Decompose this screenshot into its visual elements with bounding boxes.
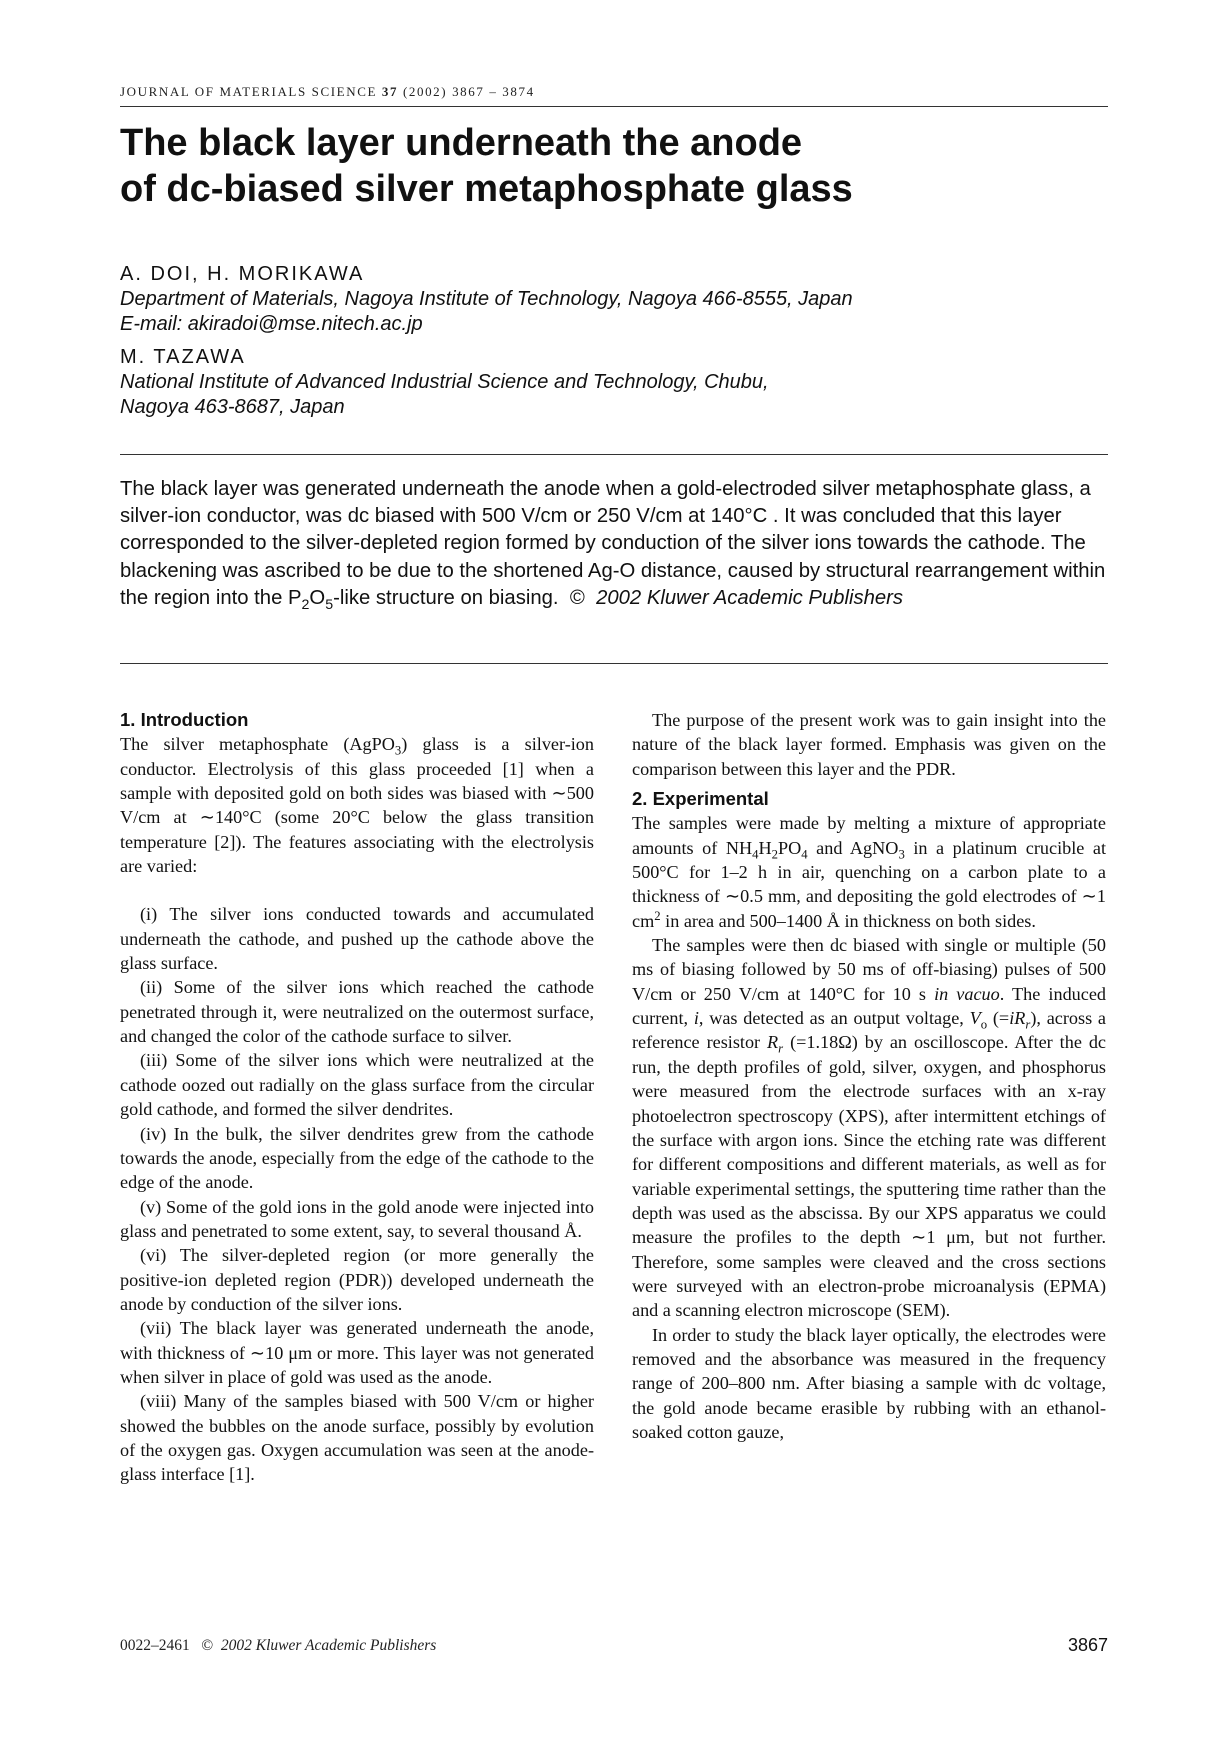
right-column [632, 708, 1106, 1444]
intro-list-item: (vi) The silver-depleted region (or more generally the positive-ion depleted region (PDR)) developed underneath the anode by conduction of the silver ions. [120, 1245, 594, 1314]
intro-list-item: (i) The silver ions conducted towards and accumulated underneath the cathode, and pushed up the cathode above the glass surface. [120, 904, 594, 974]
footer-issn: 0022–2461 [120, 1637, 190, 1654]
header-divider [120, 106, 1108, 107]
intro-list-item: (v) Some of the gold ions in the gold anode were injected into glass and penetrated to some extent, say, to several thousand Å. [120, 1196, 594, 1241]
abstract: The black layer was generated underneath the anode when a gold-electroded silver metaphosphate glass, a silver-ion conductor, was dc biased with 500 V/cm or 250 V/cm at 140°C . It was concluded that this layer corresponded to the silver-depleted region formed by conduction of the silver ions towards the cathode. The blackening was ascribed to be due to the shortened Ag-O distance, caused by structural rearrangement within the region into the $P_2O_5$-like structure on biasing. © 2002 Kluwer Academic Publishers [120, 478, 1106, 613]
author-email: E-mail: akiradoi@mse.nitech.ac.jp [120, 313, 423, 335]
page-number: 3867 [1067, 1635, 1108, 1655]
footer-issn-line [120, 1637, 436, 1655]
footer-publisher: 2002 Kluwer Academic Publishers [220, 1637, 437, 1654]
abstract-bottom-divider [120, 663, 1108, 664]
affiliation-2-line-2: Nagoya 463-8687, Japan [120, 396, 345, 418]
copyright-symbol: © [569, 586, 585, 609]
experimental-paragraph-1: The samples were made by melting a mixture of appropriate amounts of $NH_4H_2PO_4$ and AgNO$_3$ in a platinum crucible at 500°C for 1–2 h in air, quenching on a carbon plate to a thickness of ∼0.5 mm, and depositing the gold electrodes of ∼1 $cm^2$ in area and 500–1400 Å in thickness on both sides. [632, 813, 1106, 931]
abstract-top-divider [120, 454, 1108, 455]
journal-year: (2002) [402, 84, 448, 99]
author-names-1: A. DOI, H. MORIKAWA [120, 263, 365, 285]
intro-list-item: (iii) Some of the silver ions which were neutralized at the cathode oozed out radially on the glass surface from the circular gold cathode, and formed the silver dendrites. [120, 1050, 594, 1120]
journal-volume: 37 [381, 84, 399, 99]
paper-title [120, 120, 1108, 212]
author-names-2: M. TAZAWA [120, 346, 246, 368]
intro-list-item: (viii) Many of the samples biased with 500 V/cm or higher showed the bubbles on the anode surface, possibly by evolution of the oxygen gas. Oxygen accumulation was seen at the anode-glass interface [1]. [120, 1391, 594, 1485]
author-block [120, 262, 1108, 420]
title-line-2: of dc-biased silver metaphosphate glass [120, 168, 853, 210]
left-column [120, 708, 594, 1487]
footer-copyright-symbol: © [201, 1637, 214, 1654]
journal-pages: 3867 – 3874 [452, 84, 535, 99]
journal-name: JOURNAL OF MATERIALS SCIENCE [120, 84, 378, 99]
experimental-paragraph-3: In order to study the black layer optically, the electrodes were removed and the absorbance was measured in the frequency range of 200–800 nm. After biasing a sample with dc voltage, the gold anode became erasible by rubbing with an ethanol-soaked cotton gauze, [632, 1324, 1106, 1442]
intro-list-item: (vii) The black layer was generated underneath the anode, with thickness of ∼10 μm or more. This layer was not generated when silver in place of gold was used as the anode. [120, 1318, 594, 1387]
affiliation-2-line-1: National Institute of Advanced Industrial Science and Technology, Chubu, [120, 371, 769, 393]
title-line-1: The black layer underneath the anode [120, 122, 803, 164]
section-heading-experimental: 2. Experimental [632, 788, 769, 810]
affiliation-1: Department of Materials, Nagoya Institute of Technology, Nagoya 466-8555, Japan [120, 288, 853, 310]
intro-list-item: (ii) Some of the silver ions which reached the cathode penetrated through it, were neutralized on the outermost surface, and changed the color of the cathode surface to silver. [120, 977, 594, 1047]
journal-header [120, 84, 1108, 100]
purpose-paragraph: The purpose of the present work was to gain insight into the nature of the black layer formed. Emphasis was given on the comparison between this layer and the PDR. [632, 710, 1106, 779]
section-heading-introduction: 1. Introduction [120, 709, 249, 730]
experimental-paragraph-2: The samples were then dc biased with single or multiple (50 ms of biasing followed by 50 ms of off-biasing) pulses of 500 V/cm or 250 V/cm at 140°C for 10 s in vacuo. The induced current, i, was detected as an output voltage, $V_o$ $(=iR_r)$, across a reference resistor $R_r$ (=1.18Ω) by an oscilloscope. After the dc run, the depth profiles of gold, silver, oxygen, and phosphorus were measured from the electrode surfaces with an x-ray photoelectron spectroscopy (XPS), after intermittent etchings of the surface with argon ions. Since the etching rate was different for different compositions and different materials, as well as for variable experimental settings, the sputtering time rather than the depth was used as the abscissa. By our XPS apparatus we could measure the profiles to the depth ∼1 μm, but not further. Therefore, some samples were cleaved and the cross sections were surveyed with an electron-probe microanalysis (EPMA) and a scanning electron microscope (SEM). [632, 935, 1106, 1321]
intro-paragraph: The silver metaphosphate (AgPO$_3$) glass is a silver-ion conductor. Electrolysis of this glass proceeded [1] when a sample with deposited gold on both sides was biased with ∼500 V/cm at ∼140°C (some 20°C below the glass transition temperature [2]). The features associating with the electrolysis are varied: [120, 734, 594, 877]
intro-list-item: (iv) In the bulk, the silver dendrites grew from the cathode towards the anode, especially from the edge of the cathode to the edge of the anode. [120, 1123, 594, 1193]
abstract-publisher: 2002 Kluwer Academic Publishers [596, 586, 904, 609]
